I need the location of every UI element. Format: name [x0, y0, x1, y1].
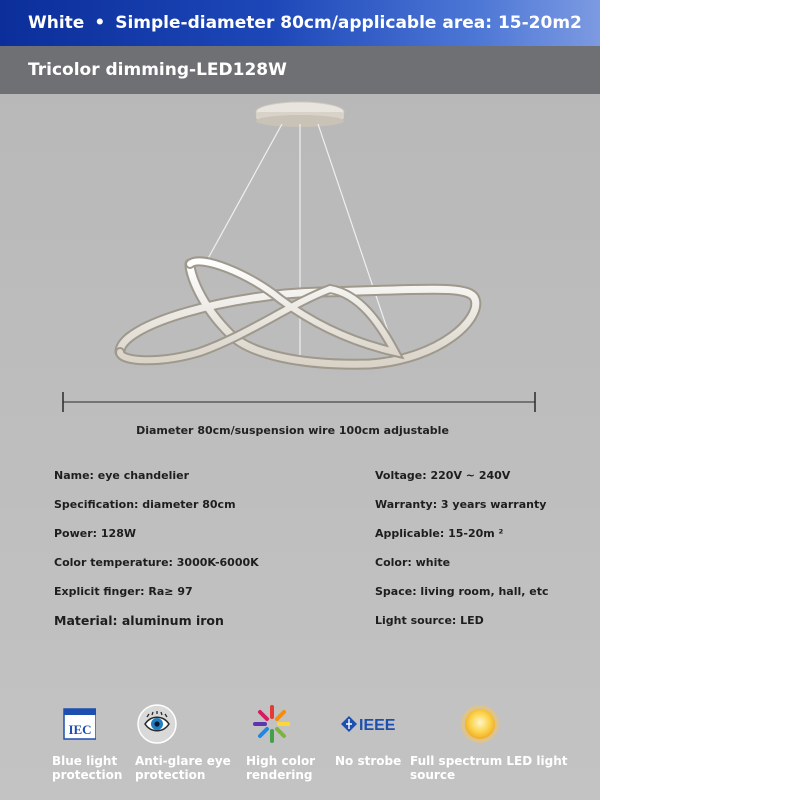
spec-power: Power: 128W: [54, 527, 136, 540]
feature-anti-glare: [135, 704, 255, 782]
header-color: White: [28, 13, 85, 33]
spec-space: Space: living room, hall, etc: [375, 585, 549, 598]
svg-text:IEC: IEC: [68, 722, 92, 737]
spec-light-source: Light source: LED: [375, 614, 484, 627]
spec-specification: Specification: diameter 80cm: [54, 498, 236, 511]
spec-material: Material: aluminum iron: [54, 613, 224, 628]
sun-icon: [458, 704, 502, 744]
header-bar: [0, 0, 600, 46]
subheader-bar: [0, 46, 600, 94]
feature-label: Blue light protection: [52, 754, 123, 782]
spec-applicable: Applicable: 15-20m ²: [375, 527, 504, 540]
header-spec: Simple-diameter 80cm/applicable area: 15-20m2: [115, 13, 582, 33]
spec-warranty: Warranty: 3 years warranty: [375, 498, 547, 511]
color-wheel-icon: [246, 704, 290, 744]
feature-label: No strobe: [335, 754, 402, 768]
feature-label: High color rendering: [246, 754, 316, 782]
subheader-title: Tricolor dimming-LED128W: [28, 60, 287, 80]
header-separator: •: [94, 13, 106, 33]
svg-text:IEEE: IEEE: [359, 717, 396, 734]
chandelier-image: [0, 94, 600, 384]
dimension-caption: Diameter 80cm/suspension wire 100cm adjustable: [136, 424, 449, 437]
iec-logo-icon: [52, 704, 96, 744]
spec-ra: Explicit finger: Ra≥ 97: [54, 585, 193, 598]
spec-name: Name: eye chandelier: [54, 469, 190, 482]
spec-voltage: Voltage: 220V ~ 240V: [375, 469, 511, 482]
feature-full-spectrum: [410, 704, 570, 782]
spec-color: Color: white: [375, 556, 451, 569]
feature-label: Anti-glare eye protection: [135, 754, 231, 782]
spec-color-temperature: Color temperature: 3000K-6000K: [54, 556, 259, 569]
ieee-logo-icon: [335, 704, 405, 744]
eye-icon: [135, 704, 179, 744]
feature-label: Full spectrum LED light source: [410, 754, 568, 782]
dimension-line: [62, 392, 536, 412]
